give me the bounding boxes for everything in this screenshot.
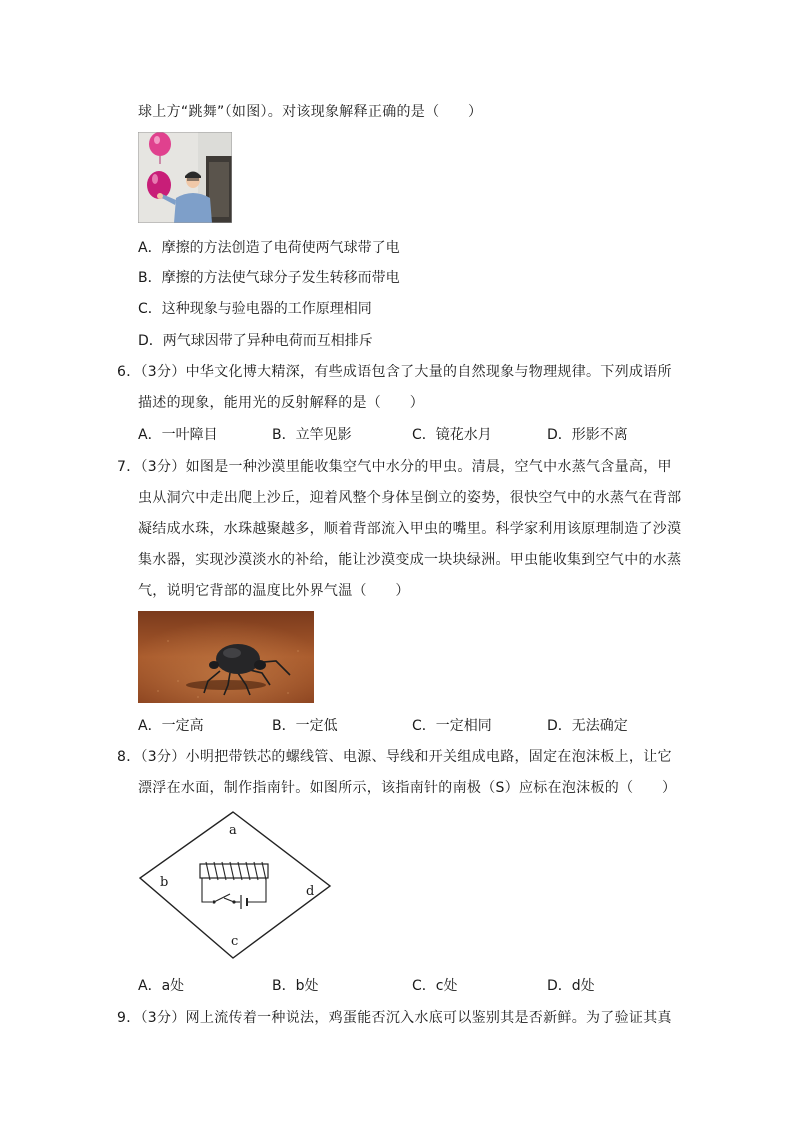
q6-option-b: B．立竿见影	[272, 427, 352, 443]
label-b: b	[160, 875, 169, 890]
beetle-photo	[138, 611, 314, 703]
q6-stem-line-2: 描述的现象，能用光的反射解释的是（ ）	[138, 395, 424, 411]
q7-stem-line-3: 凝结成水珠，水珠越聚越多，顺着背部流入甲虫的嘴里。科学家利用该原理制造了沙漠	[138, 521, 682, 537]
q5-stem-continuation: 球上方“跳舞”（如图）。对该现象解释正确的是（ ）	[138, 104, 483, 120]
q8-stem-line-1: 8．（3分）小明把带铁芯的螺线管、电源、导线和开关组成电路，固定在泡沫板上，让它	[117, 749, 672, 765]
label-a: a	[229, 823, 237, 838]
q7-stem-line-4: 集水器，实现沙漠淡水的补给，能让沙漠变成一块块绿洲。甲虫能收集到空气中的水蒸	[138, 552, 682, 568]
q8-option-d: D．d处	[547, 978, 595, 994]
q7-stem-line-5: 气，说明它背部的温度比外界气温（ ）	[138, 583, 410, 599]
q5-option-d: D．两气球因带了异种电荷而互相排斥	[138, 333, 373, 349]
q7-option-c: C．一定相同	[412, 718, 492, 734]
q7-option-b: B．一定低	[272, 718, 338, 734]
q8-stem-line-2: 漂浮在水面，制作指南针。如图所示，该指南针的南极（S）应标在泡沫板的（ ）	[138, 780, 677, 796]
label-c: c	[231, 934, 239, 949]
q9-stem-line-1: 9．（3分）网上流传着一种说法，鸡蛋能否沉入水底可以鉴别其是否新鲜。为了验证其真	[117, 1010, 672, 1026]
q7-option-d: D．无法确定	[547, 718, 628, 734]
q7-option-a: A．一定高	[138, 718, 204, 734]
q5-option-a: A．摩擦的方法创造了电荷使两气球带了电	[138, 240, 400, 256]
q8-option-c: C．c处	[412, 978, 458, 994]
compass-figure	[136, 806, 336, 964]
q5-option-b: B．摩擦的方法使气球分子发生转移而带电	[138, 270, 400, 286]
q8-option-b: B．b处	[272, 978, 319, 994]
q6-stem-line-1: 6．（3分）中华文化博大精深，有些成语包含了大量的自然现象与物理规律。下列成语所	[117, 364, 672, 380]
q7-stem-line-1: 7．（3分）如图是一种沙漠里能收集空气中水分的甲虫。清晨，空气中水蒸气含量高，甲	[117, 459, 672, 475]
q6-option-c: C．镜花水月	[412, 427, 492, 443]
q7-stem-line-2: 虫从洞穴中走出爬上沙丘，迎着风整个身体呈倒立的姿势，很快空气中的水蒸气在背部	[138, 490, 682, 506]
label-d: d	[306, 884, 315, 899]
q6-option-d: D．形影不离	[547, 427, 628, 443]
q8-option-a: A．a处	[138, 978, 185, 994]
q6-option-a: A．一叶障目	[138, 427, 218, 443]
q5-option-c: C．这种现象与验电器的工作原理相同	[138, 301, 372, 317]
balloon-photo	[138, 132, 232, 223]
